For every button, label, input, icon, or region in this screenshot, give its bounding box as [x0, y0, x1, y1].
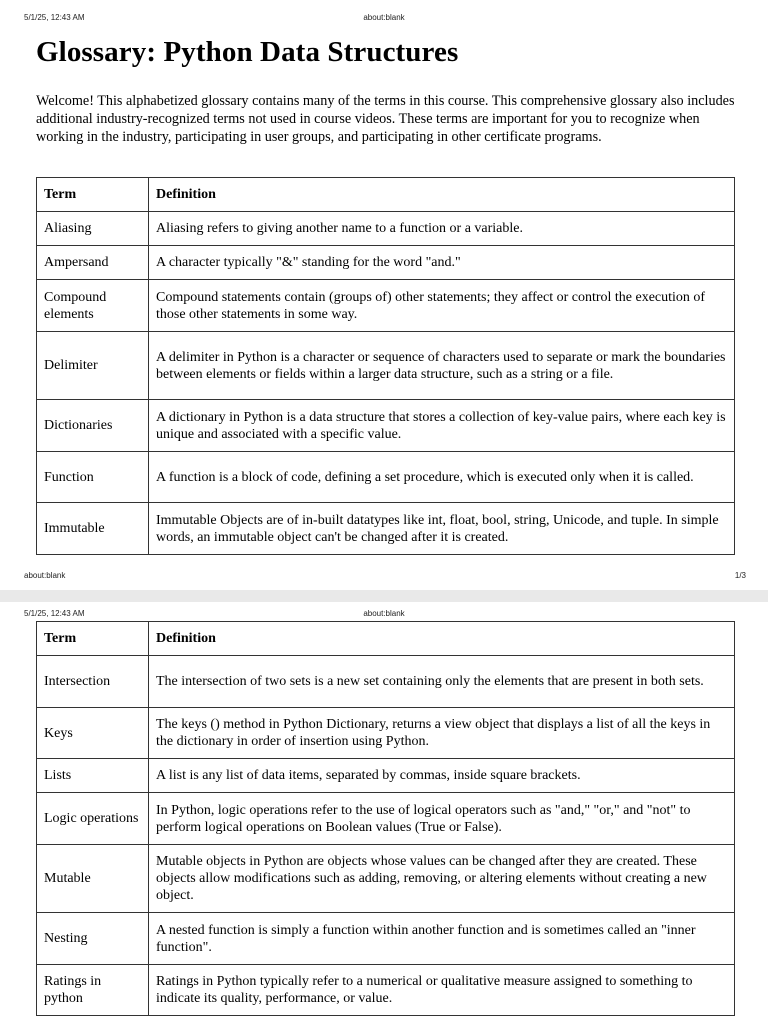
table-row — [37, 845, 735, 913]
table-header-row — [37, 622, 735, 656]
term-cell: Delimiter — [37, 332, 149, 400]
term-cell: Immutable — [37, 503, 149, 555]
definition-cell: A list is any list of data items, separated by commas, inside square brackets. — [149, 759, 735, 793]
page-number: 1/3 — [734, 571, 746, 580]
table-row — [37, 332, 735, 400]
table-row — [37, 452, 735, 503]
print-timestamp: 5/1/25, 12:43 AM — [24, 609, 85, 618]
table-header-row — [37, 178, 735, 212]
definition-cell: Mutable objects in Python are objects whose values can be changed after they are created. These objects allow modifications such as adding, removing, or altering elements without creating a new object. — [149, 845, 735, 913]
glossary-table — [36, 177, 735, 555]
table-row — [37, 503, 735, 555]
term-cell: Compound elements — [37, 280, 149, 332]
table-row — [37, 759, 735, 793]
term-cell: Keys — [37, 708, 149, 759]
table-row — [37, 708, 735, 759]
definition-cell: Aliasing refers to giving another name to a function or a variable. — [149, 212, 735, 246]
column-header-term: Term — [37, 622, 149, 656]
table-row — [37, 656, 735, 708]
page-title: Glossary: Python Data Structures — [36, 36, 459, 68]
table-row — [37, 913, 735, 965]
print-footer-url: about:blank — [24, 571, 66, 580]
term-cell: Logic operations — [37, 793, 149, 845]
print-header — [0, 609, 768, 621]
definition-cell: The intersection of two sets is a new set containing only the elements that are present in both sets. — [149, 656, 735, 708]
definition-cell: Immutable Objects are of in-built datatypes like int, float, bool, string, Unicode, and tuple. In simple words, an immutable object can't be changed after it is created. — [149, 503, 735, 555]
print-footer — [0, 571, 768, 583]
column-header-definition: Definition — [149, 622, 735, 656]
print-header-url: about:blank — [363, 13, 405, 22]
definition-cell: The keys () method in Python Dictionary, returns a view object that displays a list of all the keys in the dictionary in order of insertion using Python. — [149, 708, 735, 759]
term-cell: Aliasing — [37, 212, 149, 246]
column-header-definition: Definition — [149, 178, 735, 212]
definition-cell: A dictionary in Python is a data structure that stores a collection of key-value pairs, where each key is unique and associated with a specific value. — [149, 400, 735, 452]
definition-cell: Compound statements contain (groups of) other statements; they affect or control the execution of those other statements in some way. — [149, 280, 735, 332]
table-row — [37, 280, 735, 332]
definition-cell: A delimiter in Python is a character or sequence of characters used to separate or mark the boundaries between elements or fields within a larger data structure, such as a string or a file. — [149, 332, 735, 400]
table-row — [37, 212, 735, 246]
term-cell: Mutable — [37, 845, 149, 913]
term-cell: Ratings in python — [37, 965, 149, 1016]
definition-cell: Ratings in Python typically refer to a numerical or qualitative measure assigned to something to indicate its quality, performance, or value. — [149, 965, 735, 1016]
term-cell: Nesting — [37, 913, 149, 965]
term-cell: Intersection — [37, 656, 149, 708]
definition-cell: A character typically "&" standing for the word "and." — [149, 246, 735, 280]
term-cell: Lists — [37, 759, 149, 793]
definition-cell: A function is a block of code, defining a set procedure, which is executed only when it is called. — [149, 452, 735, 503]
table-row — [37, 965, 735, 1016]
print-timestamp: 5/1/25, 12:43 AM — [24, 13, 85, 22]
definition-cell: In Python, logic operations refer to the use of logical operators such as "and," "or," and "not" to perform logical operations on Boolean values (True or False). — [149, 793, 735, 845]
column-header-term: Term — [37, 178, 149, 212]
intro-paragraph: Welcome! This alphabetized glossary contains many of the terms in this course. This comprehensive glossary also includes additional industry-recognized terms not used in course videos. These terms are important for you to recognize when working in the industry, participating in user groups, and participating in other certificate programs. — [36, 93, 735, 145]
print-header — [0, 13, 768, 25]
term-cell: Function — [37, 452, 149, 503]
table-row — [37, 793, 735, 845]
term-cell: Dictionaries — [37, 400, 149, 452]
glossary-table-continued — [36, 621, 735, 1016]
term-cell: Ampersand — [37, 246, 149, 280]
table-row — [37, 400, 735, 452]
print-header-url: about:blank — [363, 609, 405, 618]
definition-cell: A nested function is simply a function within another function and is sometimes called an "inner function". — [149, 913, 735, 965]
table-row — [37, 246, 735, 280]
